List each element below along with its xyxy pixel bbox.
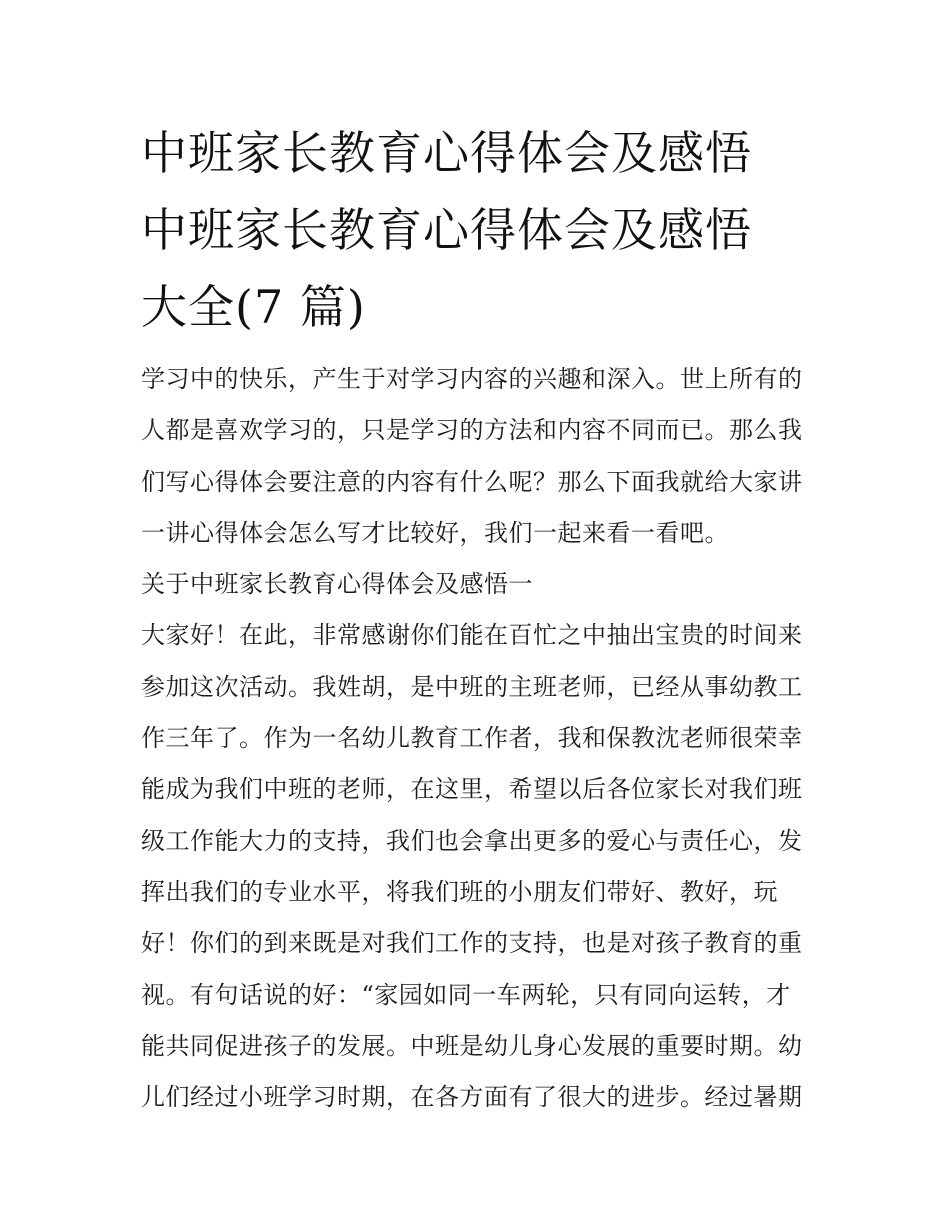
- body-line: 能共同促进孩子的发展。中班是幼儿身心发展的重要时期。幼: [141, 1031, 803, 1060]
- body-line: 挥出我们的专业水平，将我们班的小朋友们带好、教好，玩: [141, 877, 778, 906]
- body-line: 人都是喜欢学习的，只是学习的方法和内容不同而已。那么我: [141, 416, 803, 445]
- body-line: 学习中的快乐，产生于对学习内容的兴趣和深入。世上所有的: [141, 365, 803, 393]
- title-line: 大全(7 篇): [141, 280, 366, 334]
- title-line: 中班家长教育心得体会及感悟: [141, 126, 752, 180]
- body-line: 儿们经过小班学习时期，在各方面有了很大的进步。经过暑期: [141, 1083, 803, 1112]
- body-line: 能成为我们中班的老师，在这里，希望以后各位家长对我们班: [141, 775, 803, 804]
- document-title: [141, 115, 821, 346]
- body-line: 作三年了。作为一名幼儿教育工作者，我和保教沈老师很荣幸: [141, 724, 803, 753]
- document-body: [141, 354, 821, 1123]
- body-line: 一讲心得体会怎么写才比较好，我们一起来看一看吧。: [141, 518, 729, 547]
- body-line: 参加这次活动。我姓胡，是中班的主班老师，已经从事幼教工: [141, 672, 803, 701]
- title-line: 中班家长教育心得体会及感悟: [141, 203, 752, 257]
- body-line: 级工作能大力的支持，我们也会拿出更多的爱心与责任心，发: [141, 826, 803, 855]
- section-heading: 关于中班家长教育心得体会及感悟一: [141, 570, 533, 599]
- body-line: 们写心得体会要注意的内容有什么呢？那么下面我就给大家讲: [141, 467, 803, 496]
- body-line: 好！你们的到来既是对我们工作的支持，也是对孩子教育的重: [141, 929, 803, 958]
- body-line: 大家好！在此，非常感谢你们能在百忙之中抽出宝贵的时间来: [141, 621, 803, 650]
- body-line: 视。有句话说的好：“家园如同一车两轮，只有同向运转，才: [141, 980, 791, 1009]
